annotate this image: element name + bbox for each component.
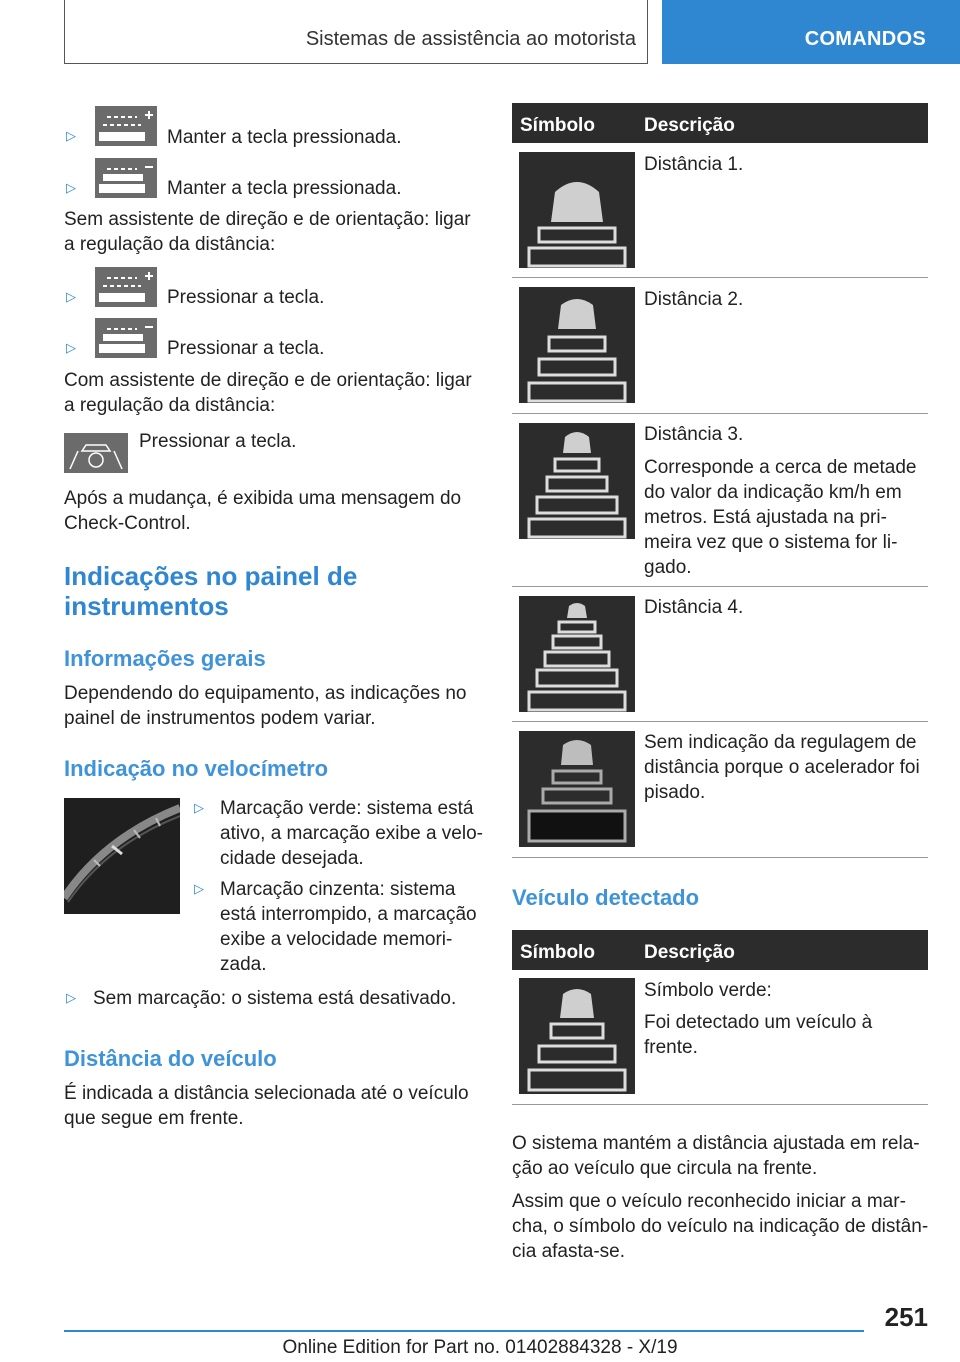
chapter-title: Sistemas de assistência ao motorista [305,28,636,50]
row-description: do valor da indicação km/h em [644,482,902,503]
paragraph: que segue em frente. [64,1108,244,1129]
distance-1-symbol-icon [519,152,635,268]
bullet-icon: ▷ [66,180,76,195]
paragraph: É indicada a distância selecionada até o veículo [64,1083,469,1104]
subsection-heading: Veículo detectado [512,885,700,910]
bullet-text: cidade desejada. [220,848,364,869]
bullet-text: Marcação verde: sistema está [220,798,474,819]
paragraph: a regulação da distância: [64,234,276,255]
paragraph: O sistema mantém a distância ajustada em rela- [512,1133,920,1154]
row-description: distância porque o acelerador foi [644,757,920,778]
paragraph: Sem assistente de direção e de orientação: ligar [64,209,471,230]
row-description: metros. Está ajustada na pri- [644,507,887,528]
row-divider [512,277,928,278]
row-description: Distância 4. [644,597,744,618]
column-header-symbol: Símbolo [520,942,595,963]
row-description: meira vez que o sistema for li- [644,532,898,553]
section-heading: instrumentos [64,591,229,621]
paragraph: a regulação da distância: [64,395,276,416]
subsection-heading: Distância do veículo [64,1046,277,1071]
row-divider [512,413,928,414]
bullet-text: ativo, a marcação exibe a velo- [220,823,483,844]
bullet-text: Pressionar a tecla. [167,338,325,359]
paragraph: painel de instrumentos podem variar. [64,708,376,729]
bullet-text: Manter a tecla pressionada. [167,178,402,199]
paragraph: ção ao veículo que circula na frente. [512,1158,818,1179]
row-description: Foi detectado um veículo à [644,1012,873,1033]
no-distance-control-symbol-icon [519,731,635,847]
steering-assistant-key-icon [64,433,128,473]
distance-3-symbol-icon [519,423,635,539]
row-divider [512,721,928,722]
section-tab[interactable] [662,0,960,64]
paragraph: Com assistente de direção e de orientação: ligar [64,370,472,391]
section-heading: Indicações no painel de [64,561,358,591]
row-divider [512,1104,928,1105]
bullet-text: Marcação cinzenta: sistema [220,879,456,900]
column-header-description: Descrição [644,942,735,963]
bullet-text: exibe a velocidade memori- [220,929,453,950]
vehicle-detected-symbol-icon [519,978,635,1094]
table-header [512,930,928,970]
paragraph: Check-Control. [64,513,191,534]
subsection-heading: Indicação no velocímetro [64,756,329,781]
table-header [512,103,928,143]
paragraph: cha, o símbolo do veículo na indicação de distân- [512,1216,929,1237]
row-divider [512,586,928,587]
distance-increase-key-icon [95,267,157,307]
distance-increase-key-icon [95,106,157,146]
bullet-text: está interrompido, a marcação [220,904,477,925]
section-tab-label: COMANDOS [804,28,926,50]
row-description: Distância 3. [644,424,744,445]
row-description: Sem indicação da regulagem de [644,732,917,753]
bullet-text: Pressionar a tecla. [167,287,325,308]
distance-4-symbol-icon [519,596,635,712]
row-description: Distância 1. [644,154,744,175]
bullet-text: Sem marcação: o sistema está desativado. [93,988,457,1009]
row-description: gado. [644,557,692,578]
paragraph: cia afasta-se. [512,1241,625,1262]
bullet-icon: ▷ [194,881,204,896]
bullet-icon: ▷ [66,128,76,143]
paragraph: Assim que o veículo reconhecido iniciar a mar- [512,1191,906,1212]
bullet-text: zada. [220,954,267,975]
bullet-icon: ▷ [66,289,76,304]
page-number: 251 [884,1302,928,1332]
footer-divider [64,1330,864,1332]
bullet-icon: ▷ [66,340,76,355]
row-description: frente. [644,1037,698,1058]
bullet-text: Manter a tecla pressionada. [167,127,402,148]
row-description: Distância 2. [644,289,744,310]
row-description: Corresponde a cerca de metade [644,457,917,478]
row-description: pisado. [644,782,706,803]
column-header-symbol: Símbolo [520,115,595,136]
distance-decrease-key-icon [95,318,157,358]
press-key-text: Pressionar a tecla. [139,431,297,452]
row-description: Símbolo verde: [644,980,772,1001]
footer-text: Online Edition for Part no. 01402884328 - X/19 [282,1337,678,1358]
paragraph: Após a mudança, é exibida uma mensagem do [64,488,462,509]
column-header-description: Descrição [644,115,735,136]
bullet-icon: ▷ [194,800,204,815]
speedometer-image [64,798,180,914]
distance-decrease-key-icon [95,158,157,198]
paragraph: Dependendo do equipamento, as indicações no [64,683,467,704]
row-divider [512,857,928,858]
subsection-heading: Informações gerais [64,646,266,671]
bullet-icon: ▷ [66,990,76,1005]
distance-2-symbol-icon [519,287,635,403]
